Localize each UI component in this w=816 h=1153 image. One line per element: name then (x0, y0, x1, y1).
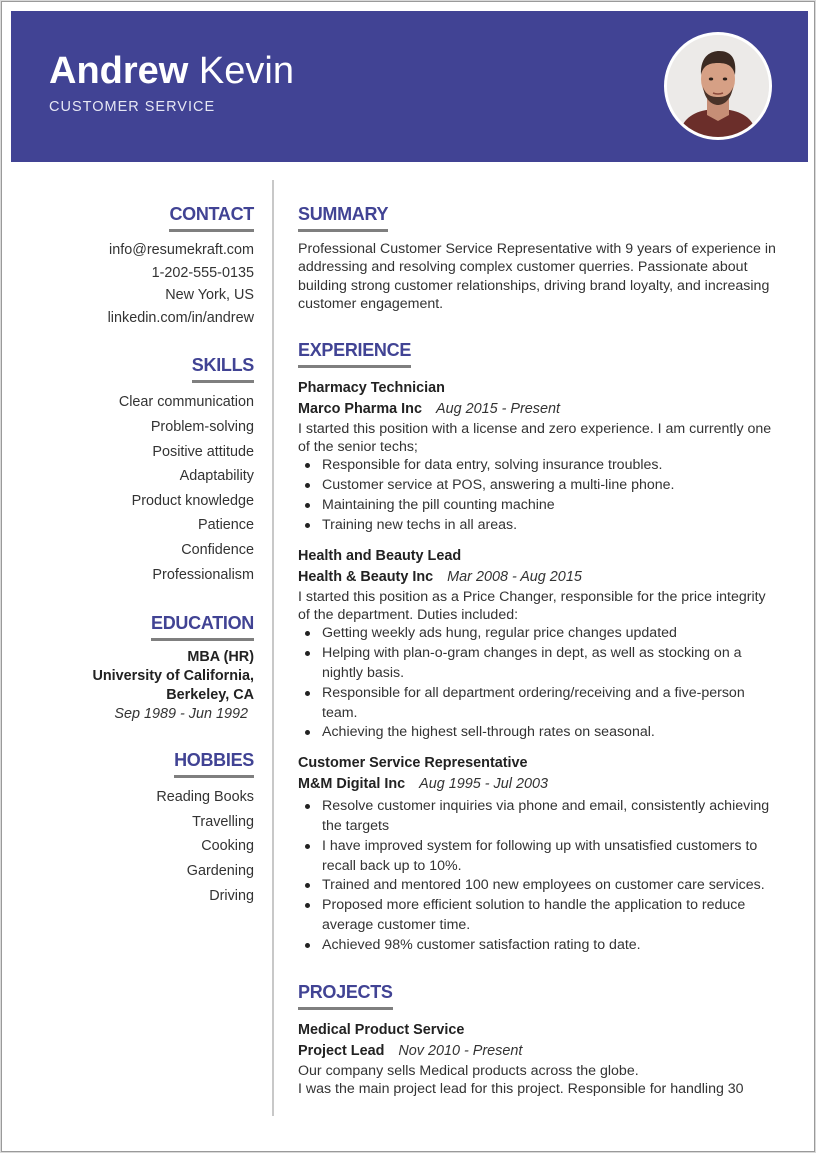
hobbies-heading: HOBBIES (174, 748, 254, 778)
project-name: Medical Product Service (298, 1021, 465, 1038)
hobby-item: Travelling (192, 813, 254, 830)
skill-item: Clear communication (118, 394, 254, 411)
job-bullet: Proposed more efficient solution to handle the application to reduce average customer time. (304, 896, 778, 936)
skills-section (22, 353, 254, 587)
hobby-item: Reading Books (156, 789, 254, 806)
job-bullet: Training new techs in all areas. (304, 516, 778, 536)
hobby-item: Driving (209, 887, 254, 904)
summary-heading: SUMMARY (298, 202, 388, 232)
job-bullet: Responsible for data entry, solving insurance troubles. (304, 456, 778, 476)
job-company-line (298, 774, 778, 795)
summary-section (298, 202, 778, 314)
candidate-name (49, 49, 294, 93)
skill-item: Adaptability (179, 468, 254, 485)
skill-item: Professionalism (152, 566, 254, 583)
skills-heading: SKILLS (192, 353, 254, 383)
job-title: Customer Service Representative (298, 755, 528, 772)
project-role-line (298, 1041, 778, 1062)
job-description: I started this position as a Price Changer, responsible for the price integrity of the department. Duties included: (298, 588, 766, 624)
resume-page (1, 1, 815, 1152)
job-dates: Aug 1995 - Jul 2003 (419, 776, 548, 793)
contact-section (22, 202, 254, 329)
job-company: Health & Beauty Inc (298, 568, 434, 585)
project-line: Our company sells Medical products across the globe. (298, 1062, 639, 1079)
job-bullets (304, 624, 778, 743)
contact-location: New York, US (165, 287, 254, 304)
experience-section (298, 338, 778, 956)
job-dates: Mar 2008 - Aug 2015 (447, 568, 582, 585)
skill-item: Positive attitude (152, 443, 254, 460)
job-bullet: I have improved system for following up with unsatisfied customers to recall back up to 10%. (304, 837, 778, 877)
education-university-line2: Berkeley, CA (166, 687, 254, 704)
job-entry (298, 753, 778, 955)
job-description: I started this position with a license and zero experience. I am currently one of the senior techs; (298, 420, 772, 456)
project-line: I was the main project lead for this project. Responsible for handling 30 (298, 1081, 744, 1097)
education-dates: Sep 1989 - Jun 1992 (114, 706, 248, 723)
education-entry (22, 648, 254, 724)
job-role: CUSTOMER SERVICE (49, 99, 216, 115)
contact-phone[interactable]: 1-202-555-0135 (151, 264, 254, 281)
job-dates: Aug 2015 - Present (435, 400, 560, 417)
project-dates: Nov 2010 - Present (398, 1042, 523, 1059)
skill-item: Problem-solving (150, 418, 254, 435)
hobbies-section (22, 748, 254, 908)
first-name: Andrew (49, 50, 189, 92)
job-bullet: Helping with plan-o-gram changes in dept, as well as stocking on a nightly basis. (304, 644, 778, 684)
job-bullet: Customer service at POS, answering a multi-line phone. (304, 476, 778, 496)
profile-photo-illustration (667, 35, 769, 137)
hobby-item: Cooking (201, 838, 254, 855)
job-bullet: Maintaining the pill counting machine (304, 496, 778, 516)
hobby-item: Gardening (186, 862, 254, 879)
contact-heading: CONTACT (169, 202, 254, 232)
last-name: Kevin (198, 50, 294, 92)
contact-linkedin[interactable]: linkedin.com/in/andrew (107, 309, 254, 326)
skill-item: Confidence (181, 541, 254, 558)
contact-list (22, 239, 254, 329)
skill-item: Product knowledge (131, 492, 254, 509)
job-company-line (298, 399, 778, 420)
education-degree: MBA (HR) (187, 649, 254, 666)
job-bullet: Getting weekly ads hung, regular price changes updated (304, 624, 778, 644)
job-title: Pharmacy Technician (298, 379, 445, 396)
job-bullet: Responsible for all department ordering/receiving and a five-person team. (304, 684, 778, 724)
job-company-line (298, 567, 778, 588)
sidebar (22, 202, 254, 932)
job-entry (298, 378, 778, 536)
job-bullet: Achieving the highest sell-through rates on seasonal. (304, 723, 778, 743)
skills-list (22, 390, 254, 587)
project-role: Project Lead (298, 1042, 385, 1059)
job-bullets (304, 797, 778, 955)
job-title: Health and Beauty Lead (298, 547, 462, 564)
column-divider (272, 180, 274, 1116)
main-content (298, 202, 778, 1122)
job-bullet: Resolve customer inquiries via phone and email, consistently achieving the targets (304, 797, 778, 837)
resume-header (11, 11, 808, 162)
projects-heading: PROJECTS (298, 980, 393, 1010)
job-company: Marco Pharma Inc (298, 400, 422, 417)
job-bullet: Achieved 98% customer satisfaction rating to date. (304, 936, 778, 956)
profile-photo (664, 32, 772, 140)
project-entry (298, 1020, 778, 1099)
summary-text: Professional Customer Service Representative with 9 years of experience in addressing and resolving complex customer querries. Passionate about building strong customer relationships, driving brand loyalty, and increasing customer engagement. (298, 241, 776, 313)
education-university-line1: University of California, (92, 668, 254, 685)
education-heading: EDUCATION (151, 611, 254, 641)
hobbies-list (22, 785, 254, 908)
skill-item: Patience (197, 517, 254, 534)
education-section (22, 611, 254, 724)
job-entry (298, 546, 778, 744)
job-company: M&M Digital Inc (298, 776, 406, 793)
job-bullets (304, 456, 778, 535)
experience-heading: EXPERIENCE (298, 338, 411, 368)
projects-section (298, 980, 778, 1099)
contact-email[interactable]: info@resumekraft.com (109, 242, 254, 258)
job-bullet: Trained and mentored 100 new employees on customer care services. (304, 876, 778, 896)
